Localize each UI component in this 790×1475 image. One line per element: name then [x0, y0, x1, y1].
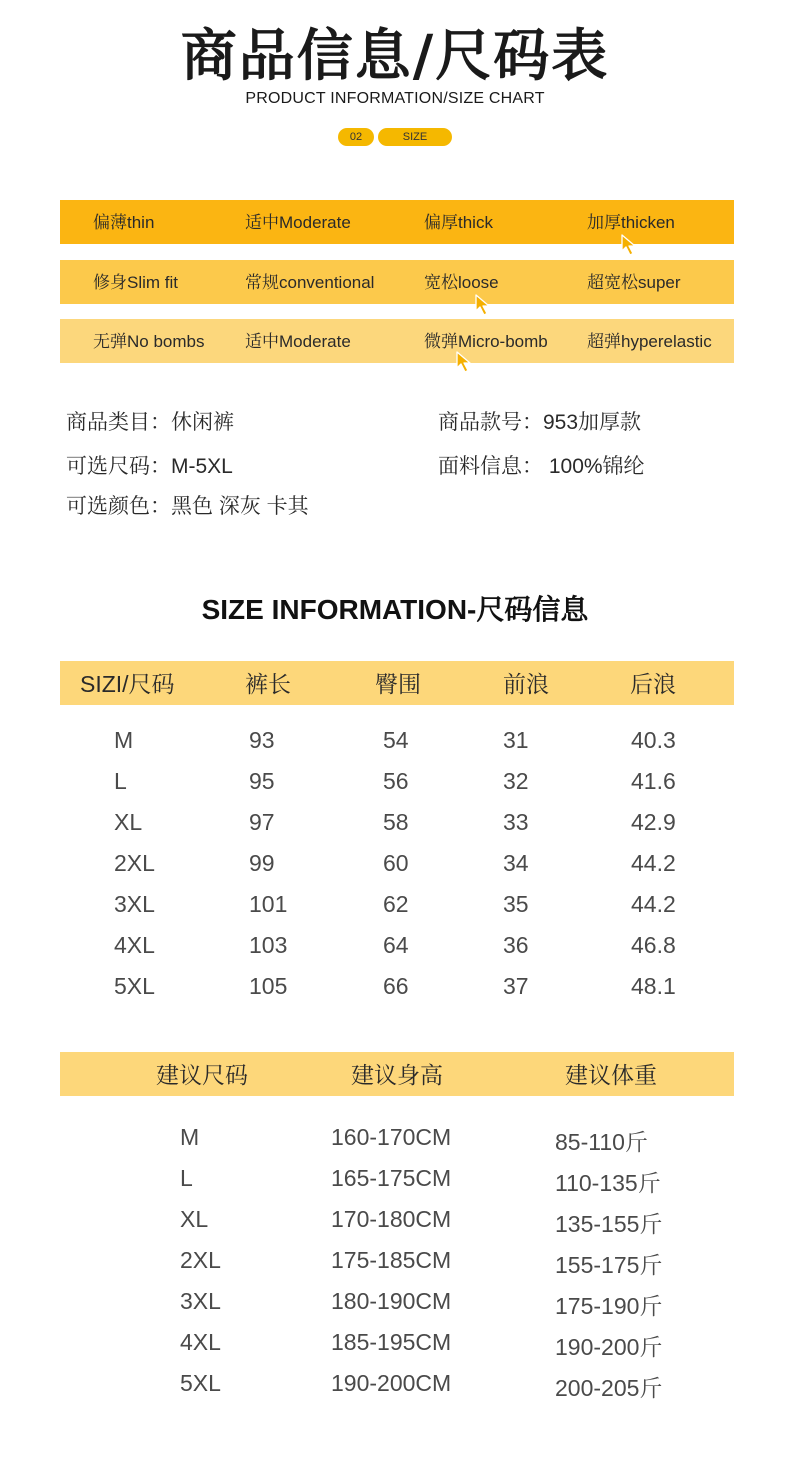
size-cell-length: 105 — [249, 973, 288, 999]
size-cell-size: 3XL — [114, 891, 155, 917]
fit-option-super: 超宽松super — [587, 273, 681, 292]
recommend-cell-height: 175-185CM — [331, 1247, 452, 1273]
elasticity-option-moderate: 适中Moderate — [245, 332, 351, 351]
size-cell-hip: 66 — [383, 973, 409, 999]
size-cell-length: 101 — [249, 891, 288, 917]
thickness-option-thin: 偏薄thin — [93, 213, 155, 232]
size-cell-back-rise: 40.3 — [631, 727, 676, 753]
size-cell-front-rise: 37 — [503, 973, 529, 999]
recommend-cell-height: 185-195CM — [331, 1329, 452, 1355]
size-table-header — [60, 661, 734, 705]
section-number-badge: 02 — [338, 128, 374, 146]
size-cell-back-rise: 46.8 — [631, 932, 676, 958]
column-header-hip: 臀围 — [375, 671, 421, 697]
elasticity-option-hyper: 超弹hyperelastic — [587, 332, 712, 351]
recommend-cell-height: 160-170CM — [331, 1124, 452, 1150]
size-cell-size: 5XL — [114, 973, 155, 999]
selected-pointer-icon — [474, 294, 494, 316]
size-cell-front-rise: 32 — [503, 768, 529, 794]
size-cell-size: XL — [114, 809, 143, 835]
recommend-cell-weight: 135-155斤 — [555, 1211, 663, 1237]
column-header-size: SIZI/尺码 — [80, 671, 175, 697]
size-cell-size: 4XL — [114, 932, 155, 958]
column-header-recommended-weight: 建议体重 — [565, 1062, 657, 1088]
recommend-cell-weight: 85-110斤 — [555, 1129, 648, 1155]
size-cell-back-rise: 44.2 — [631, 891, 676, 917]
recommend-cell-height: 165-175CM — [331, 1165, 452, 1191]
fit-option-slim: 修身Slim fit — [93, 273, 178, 292]
size-cell-hip: 54 — [383, 727, 409, 753]
product-category: 商品类目：休闲裤 — [66, 411, 234, 434]
size-cell-hip: 62 — [383, 891, 409, 917]
elasticity-option-micro: 微弹Micro-bomb — [424, 332, 548, 351]
recommend-cell-size: 3XL — [180, 1288, 221, 1314]
size-cell-front-rise: 35 — [503, 891, 529, 917]
size-cell-front-rise: 36 — [503, 932, 529, 958]
size-cell-length: 103 — [249, 932, 288, 958]
section-label-badge: SIZE — [378, 128, 452, 146]
available-sizes: 可选尺码：M-5XL — [66, 455, 233, 478]
size-cell-back-rise: 42.9 — [631, 809, 676, 835]
selected-pointer-icon — [620, 234, 640, 256]
recommend-cell-weight: 175-190斤 — [555, 1293, 663, 1319]
recommend-table-header — [60, 1052, 734, 1096]
size-cell-length: 93 — [249, 727, 275, 753]
fit-option-conventional: 常规conventional — [245, 273, 375, 292]
recommend-cell-size: 4XL — [180, 1329, 221, 1355]
column-header-back-rise: 后浪 — [630, 671, 676, 697]
size-cell-front-rise: 34 — [503, 850, 529, 876]
size-cell-size: M — [114, 727, 134, 753]
elasticity-option-none: 无弹No bombs — [93, 332, 205, 351]
size-cell-front-rise: 33 — [503, 809, 529, 835]
selected-pointer-icon — [455, 351, 475, 373]
size-section-title: SIZE INFORMATION-尺码信息 — [201, 594, 589, 625]
recommend-cell-weight: 110-135斤 — [555, 1170, 661, 1196]
size-cell-length: 97 — [249, 809, 275, 835]
page-subtitle: PRODUCT INFORMATION/SIZE CHART — [245, 90, 545, 107]
product-style-number: 商品款号：953加厚款 — [438, 411, 642, 434]
recommend-cell-weight: 155-175斤 — [555, 1252, 663, 1278]
recommend-cell-height: 180-190CM — [331, 1288, 452, 1314]
size-cell-hip: 58 — [383, 809, 409, 835]
recommend-cell-size: L — [180, 1165, 193, 1191]
size-cell-front-rise: 31 — [503, 727, 529, 753]
size-cell-back-rise: 41.6 — [631, 768, 676, 794]
recommend-cell-size: M — [180, 1124, 200, 1150]
available-colors: 可选颜色：黑色 深灰 卡其 — [66, 495, 309, 518]
column-header-recommended-height: 建议身高 — [351, 1062, 443, 1088]
recommend-cell-size: 2XL — [180, 1247, 221, 1273]
thickness-option-thick: 偏厚thick — [424, 213, 493, 232]
recommend-cell-height: 190-200CM — [331, 1370, 452, 1396]
fit-row — [60, 260, 734, 304]
page-title: 商品信息/尺码表 — [180, 24, 610, 89]
size-cell-hip: 64 — [383, 932, 409, 958]
size-cell-length: 99 — [249, 850, 275, 876]
fabric-info: 面料信息： 100%锦纶 — [438, 455, 645, 478]
column-header-recommended-size: 建议尺码 — [156, 1062, 248, 1088]
column-header-front-rise: 前浪 — [503, 671, 549, 697]
size-cell-hip: 60 — [383, 850, 409, 876]
thickness-option-moderate: 适中Moderate — [245, 213, 351, 232]
recommend-cell-size: 5XL — [180, 1370, 221, 1396]
size-cell-size: L — [114, 768, 127, 794]
recommend-cell-size: XL — [180, 1206, 209, 1232]
elasticity-row — [60, 319, 734, 363]
recommend-cell-height: 170-180CM — [331, 1206, 452, 1232]
size-cell-back-rise: 48.1 — [631, 973, 676, 999]
recommend-cell-weight: 190-200斤 — [555, 1334, 663, 1360]
recommend-cell-weight: 200-205斤 — [555, 1375, 663, 1401]
thickness-option-thicken: 加厚thicken — [587, 213, 675, 232]
fit-option-loose: 宽松loose — [424, 273, 499, 292]
size-cell-hip: 56 — [383, 768, 409, 794]
size-cell-length: 95 — [249, 768, 275, 794]
size-cell-size: 2XL — [114, 850, 155, 876]
size-cell-back-rise: 44.2 — [631, 850, 676, 876]
column-header-length: 裤长 — [245, 671, 291, 697]
